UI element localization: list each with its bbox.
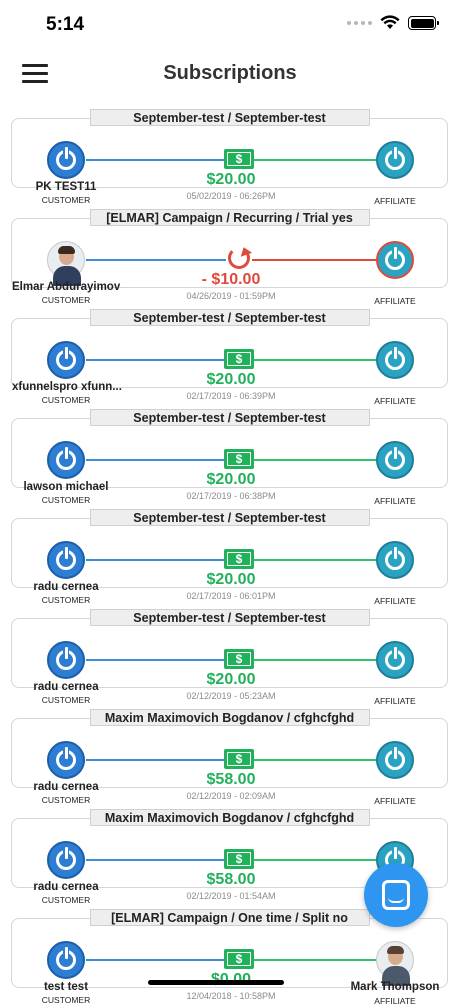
- subscription-row[interactable]: [11, 408, 448, 506]
- affiliate-avatar: [376, 941, 414, 979]
- amount: $20.00: [206, 171, 256, 188]
- transaction-date: 02/12/2019 - 02:09AM: [186, 791, 276, 801]
- customer-node: [47, 541, 85, 579]
- customer-name: xfunnelspro xfunn...: [12, 381, 122, 393]
- connector-line: [252, 459, 380, 461]
- customer-name: radu cernea: [33, 781, 99, 793]
- power-icon: [47, 841, 85, 879]
- subscription-card[interactable]: [11, 918, 448, 1006]
- transaction-date: 02/17/2019 - 06:01PM: [186, 591, 276, 601]
- affiliate-node: [376, 441, 414, 479]
- connector-line: [252, 959, 380, 961]
- affiliate-node: [376, 241, 414, 279]
- chat-button[interactable]: [364, 863, 428, 927]
- nav-bar: [0, 50, 460, 98]
- connector-line: [86, 659, 226, 661]
- affiliate-role: AFFILIATE: [374, 596, 416, 606]
- customer-role: CUSTOMER: [41, 995, 91, 1005]
- customer-role: CUSTOMER: [41, 495, 91, 505]
- wifi-icon: [380, 16, 400, 30]
- affiliate-node: [376, 141, 414, 179]
- campaign-label: September-test / September-test: [90, 409, 370, 426]
- affiliate-node: [376, 641, 414, 679]
- transaction-date: 04/26/2019 - 01:59PM: [186, 291, 276, 301]
- transaction-date: 02/17/2019 - 06:39PM: [186, 391, 276, 401]
- connector-line: [86, 259, 226, 261]
- transaction-date: 12/04/2018 - 10:58PM: [186, 991, 276, 1001]
- affiliate-role: AFFILIATE: [374, 996, 416, 1006]
- connector-line: [252, 259, 380, 261]
- subscription-row[interactable]: [11, 508, 448, 606]
- power-icon: [47, 941, 85, 979]
- subscription-row[interactable]: [11, 308, 448, 406]
- power-icon: [376, 541, 414, 579]
- amount: $58.00: [206, 771, 256, 788]
- customer-name: test test: [43, 981, 89, 993]
- power-icon: [47, 441, 85, 479]
- power-icon: [376, 741, 414, 779]
- power-icon: [376, 641, 414, 679]
- connector-line: [252, 859, 380, 861]
- connector-line: [252, 759, 380, 761]
- transaction-date: 05/02/2019 - 06:26PM: [186, 191, 276, 201]
- customer-node: [47, 741, 85, 779]
- status-time: 5:14: [46, 14, 85, 35]
- subscription-card[interactable]: [11, 318, 448, 406]
- customer-role: CUSTOMER: [41, 695, 91, 705]
- transaction-date: 02/12/2019 - 01:54AM: [186, 891, 276, 901]
- money-icon: $: [224, 749, 254, 769]
- customer-node: [47, 841, 85, 879]
- money-icon: $: [224, 549, 254, 569]
- chat-icon: [382, 880, 410, 910]
- subscription-row[interactable]: [11, 108, 448, 206]
- customer-avatar: [47, 241, 85, 279]
- customer-role: CUSTOMER: [41, 395, 91, 405]
- money-icon: $: [224, 449, 254, 469]
- campaign-label: Maxim Maximovich Bogdanov / cfghcfghd: [90, 809, 370, 826]
- amount: - $10.00: [201, 271, 261, 288]
- money-icon: $: [224, 349, 254, 369]
- subscription-card[interactable]: [11, 718, 448, 806]
- customer-node: [47, 141, 85, 179]
- affiliate-name: Mark Thompson: [350, 981, 440, 993]
- campaign-label: [ELMAR] Campaign / Recurring / Trial yes: [90, 209, 370, 226]
- customer-name: radu cernea: [33, 681, 99, 693]
- subscription-card[interactable]: [11, 418, 448, 506]
- subscription-row[interactable]: [11, 608, 448, 706]
- money-icon: $: [224, 949, 254, 969]
- customer-role: CUSTOMER: [41, 595, 91, 605]
- connector-line: [252, 159, 380, 161]
- customer-node: [47, 641, 85, 679]
- power-icon: [47, 141, 85, 179]
- amount: $20.00: [206, 471, 256, 488]
- affiliate-role: AFFILIATE: [374, 796, 416, 806]
- customer-name: lawson michael: [23, 481, 109, 493]
- transaction-date: 02/17/2019 - 06:38PM: [186, 491, 276, 501]
- money-icon: $: [224, 649, 254, 669]
- affiliate-role: AFFILIATE: [374, 696, 416, 706]
- connector-line: [86, 159, 226, 161]
- customer-name: radu cernea: [33, 581, 99, 593]
- money-icon: $: [224, 149, 254, 169]
- status-icons: [347, 16, 436, 30]
- money-icon: $: [224, 849, 254, 869]
- affiliate-node: [376, 941, 414, 979]
- customer-role: CUSTOMER: [41, 795, 91, 805]
- subscription-card[interactable]: [11, 118, 448, 206]
- subscription-card[interactable]: [11, 218, 448, 306]
- affiliate-role: AFFILIATE: [374, 196, 416, 206]
- page-title: Subscriptions: [163, 62, 297, 84]
- customer-node: [47, 341, 85, 379]
- customer-name: Elmar Abdurayimov: [12, 281, 121, 293]
- power-icon: [376, 141, 414, 179]
- status-bar: [0, 0, 460, 50]
- amount: $20.00: [206, 371, 256, 388]
- connector-line: [86, 759, 226, 761]
- refund-icon: [228, 247, 250, 269]
- customer-role: CUSTOMER: [41, 895, 91, 905]
- affiliate-role: AFFILIATE: [374, 396, 416, 406]
- power-icon: [47, 541, 85, 579]
- campaign-label: [ELMAR] Campaign / One time / Split no: [90, 909, 370, 926]
- subscription-card[interactable]: [11, 618, 448, 706]
- subscription-row[interactable]: [11, 708, 448, 806]
- amount: $20.00: [206, 571, 256, 588]
- signal-icon: [347, 21, 372, 25]
- battery-icon: [408, 16, 436, 30]
- connector-line: [86, 359, 226, 361]
- power-icon: [47, 741, 85, 779]
- connector-line: [86, 959, 226, 961]
- affiliate-node: [376, 741, 414, 779]
- subscription-row[interactable]: [11, 208, 448, 306]
- power-icon: [47, 641, 85, 679]
- home-indicator: [148, 980, 284, 985]
- connector-line: [86, 459, 226, 461]
- campaign-label: Maxim Maximovich Bogdanov / cfghcfghd: [90, 709, 370, 726]
- connector-line: [252, 559, 380, 561]
- connector-line: [252, 659, 380, 661]
- power-icon: [47, 341, 85, 379]
- affiliate-node: [376, 341, 414, 379]
- campaign-label: September-test / September-test: [90, 309, 370, 326]
- connector-line: [252, 359, 380, 361]
- subscription-card[interactable]: [11, 518, 448, 606]
- connector-line: [86, 859, 226, 861]
- amount: $20.00: [206, 671, 256, 688]
- customer-node: [47, 241, 85, 279]
- customer-role: CUSTOMER: [41, 195, 91, 205]
- customer-node: [47, 941, 85, 979]
- campaign-label: September-test / September-test: [90, 609, 370, 626]
- campaign-label: September-test / September-test: [90, 109, 370, 126]
- amount: $58.00: [206, 871, 256, 888]
- power-icon: [376, 341, 414, 379]
- power-icon: [376, 441, 414, 479]
- connector-line: [86, 559, 226, 561]
- power-icon: [376, 241, 414, 279]
- campaign-label: September-test / September-test: [90, 509, 370, 526]
- transaction-date: 02/12/2019 - 05:23AM: [186, 691, 276, 701]
- customer-node: [47, 441, 85, 479]
- affiliate-role: AFFILIATE: [374, 496, 416, 506]
- affiliate-role: AFFILIATE: [374, 296, 416, 306]
- customer-role: CUSTOMER: [41, 295, 91, 305]
- customer-name: radu cernea: [33, 881, 99, 893]
- customer-name: PK TEST11: [35, 181, 97, 193]
- affiliate-node: [376, 541, 414, 579]
